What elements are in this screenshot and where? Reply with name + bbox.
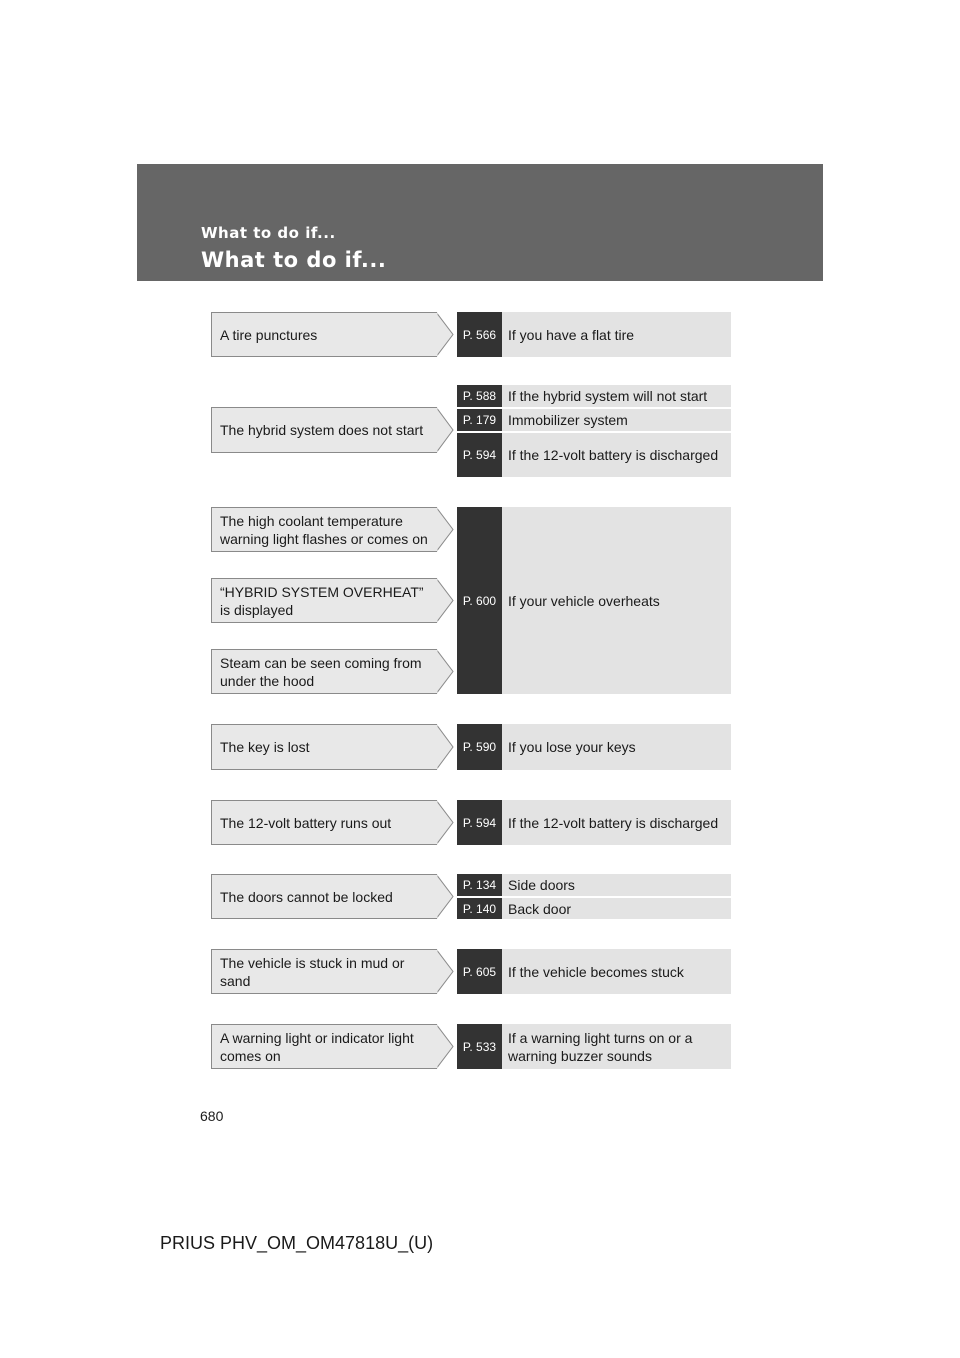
condition-battery-runs-out bbox=[211, 800, 437, 845]
condition-label: “HYBRID SYSTEM OVERHEAT” is displayed bbox=[220, 583, 424, 618]
page-ref-link[interactable]: P. 179 bbox=[457, 409, 502, 431]
arrow-right-icon bbox=[436, 800, 454, 845]
condition-hybrid-system-not-start bbox=[211, 407, 437, 453]
condition-label: The doors cannot be locked bbox=[220, 888, 393, 905]
arrow-right-icon bbox=[436, 724, 454, 770]
document-footer: PRIUS PHV_OM_OM47818U_(U) bbox=[160, 1233, 434, 1253]
page-ref-link[interactable]: P. 600 bbox=[457, 507, 502, 694]
arrow-right-icon bbox=[436, 507, 454, 552]
reference-title: If the 12-volt battery is discharged bbox=[502, 433, 731, 477]
condition-label: The high coolant temperature warning light flashes or comes on bbox=[220, 512, 428, 547]
page-ref-link[interactable]: P. 594 bbox=[457, 433, 502, 477]
condition-label: The 12-volt battery runs out bbox=[220, 814, 392, 831]
reference-title: Side doors bbox=[502, 874, 731, 896]
section-label: What to do if... bbox=[201, 224, 336, 242]
page-ref-link[interactable]: P. 590 bbox=[457, 724, 502, 770]
section-header bbox=[137, 164, 823, 281]
page-ref-link[interactable]: P. 588 bbox=[457, 385, 502, 407]
condition-doors-not-locked bbox=[211, 874, 437, 919]
condition-hybrid-overheat-displayed bbox=[211, 578, 437, 623]
arrow-right-icon bbox=[436, 949, 454, 994]
reference-title: If a warning light turns on or a warning buzzer sounds bbox=[502, 1024, 731, 1069]
arrow-right-icon bbox=[436, 578, 454, 623]
page-ref-link[interactable]: P. 533 bbox=[457, 1024, 502, 1069]
arrow-right-icon bbox=[436, 407, 454, 453]
page-ref-link[interactable]: P. 605 bbox=[457, 949, 502, 994]
condition-tire-punctures bbox=[211, 312, 437, 357]
page-ref-link[interactable]: P. 134 bbox=[457, 874, 502, 896]
reference-title: Immobilizer system bbox=[502, 409, 731, 431]
reference-title: If your vehicle overheats bbox=[502, 507, 731, 694]
condition-label: Steam can be seen coming from under the hood bbox=[220, 654, 422, 689]
condition-label: The key is lost bbox=[220, 739, 310, 755]
condition-label: The hybrid system does not start bbox=[220, 422, 424, 438]
condition-key-lost bbox=[211, 724, 437, 770]
reference-title: If the hybrid system will not start bbox=[502, 385, 731, 407]
page-number: 680 bbox=[200, 1108, 224, 1124]
condition-steam-from-hood bbox=[211, 649, 437, 694]
reference-title: If you lose your keys bbox=[502, 724, 731, 770]
reference-title: If the vehicle becomes stuck bbox=[502, 949, 731, 994]
arrow-right-icon bbox=[436, 649, 454, 694]
page-title: What to do if... bbox=[201, 248, 387, 272]
page-ref-link[interactable]: P. 566 bbox=[457, 312, 502, 357]
reference-title: Back door bbox=[502, 898, 731, 919]
reference-title: If you have a flat tire bbox=[502, 312, 731, 357]
condition-coolant-warning-light bbox=[211, 507, 437, 552]
arrow-right-icon bbox=[436, 1024, 454, 1069]
condition-warning-light-on bbox=[211, 1024, 437, 1069]
arrow-right-icon bbox=[436, 874, 454, 919]
condition-vehicle-stuck bbox=[211, 949, 437, 994]
condition-label: A tire punctures bbox=[220, 326, 318, 343]
page-ref-link[interactable]: P. 594 bbox=[457, 800, 502, 845]
condition-label: The vehicle is stuck in mud or sand bbox=[220, 954, 405, 989]
arrow-right-icon bbox=[436, 312, 454, 357]
page-ref-link[interactable]: P. 140 bbox=[457, 898, 502, 919]
reference-title: If the 12-volt battery is discharged bbox=[502, 800, 731, 845]
condition-label: A warning light or indicator light comes on bbox=[220, 1029, 414, 1064]
